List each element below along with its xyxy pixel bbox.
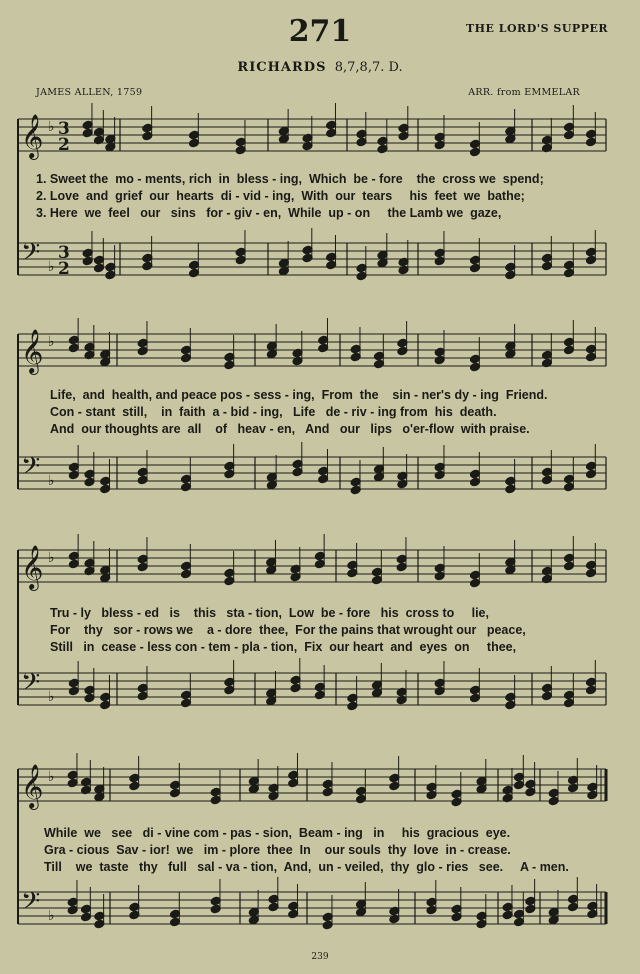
flat-sign: ♭ <box>48 908 55 924</box>
bass-clef: 𝄢 <box>21 668 41 703</box>
lyric-line: 1. Sweet the mo - ments, rich in bless - ing, Which be - fore the cross we spend; <box>36 172 544 186</box>
lyric-line: 3. Here we feel our sins for - giv - en, While up - on the Lamb we gaze, <box>36 206 502 220</box>
section-title: THE LORD'S SUPPER <box>465 22 608 35</box>
flat-sign: ♭ <box>48 259 55 275</box>
treble-clef: 𝄞 <box>21 329 44 373</box>
lyric-line: Tru - ly bless - ed is this sta - tion, Low be - fore his cross to lie, <box>50 606 489 620</box>
treble-clef: 𝄞 <box>21 545 44 589</box>
author-credit: JAMES ALLEN, 1759 <box>36 87 143 98</box>
flat-sign: ♭ <box>48 689 55 705</box>
treble-clef: 𝄞 <box>21 764 44 808</box>
bass-clef: 𝄢 <box>21 452 41 487</box>
lyric-line: Con - stant still, in faith a - bid - ing, Life de - riv - ing from his death. <box>50 405 497 419</box>
time-signature: 2 <box>58 259 70 279</box>
bass-clef: 𝄢 <box>21 238 41 273</box>
bass-clef: 𝄢 <box>21 887 41 922</box>
hymn-number: 271 <box>288 14 352 49</box>
flat-sign: ♭ <box>48 473 55 489</box>
flat-sign: ♭ <box>48 119 55 135</box>
arranger-credit: ARR. from EMMELAR <box>468 87 580 98</box>
tune-name: RICHARDS <box>237 60 327 75</box>
meter: 8,7,8,7. D. <box>334 60 403 75</box>
time-signature: 3 <box>58 243 70 263</box>
time-signature: 3 <box>58 119 70 139</box>
flat-sign: ♭ <box>48 334 55 350</box>
lyric-line: While we see di - vine com - pas - sion, Beam - ing in his gracious eye. <box>44 826 511 840</box>
flat-sign: ♭ <box>48 550 55 566</box>
lyric-line: Gra - cious Sav - ior! we im - plore thee In our souls thy love in - crease. <box>44 843 511 857</box>
lyric-line: 2. Love and grief our hearts di - vid - ing, With our tears his feet we bathe; <box>36 189 525 203</box>
lyric-line: And our thoughts are all of heav - en, And our lips o'er-flow with praise. <box>50 422 530 436</box>
time-signature: 2 <box>58 135 70 155</box>
lyric-line: Still in cease - less con - tem - pla - tion, Fix our heart and eyes on thee, <box>50 640 517 654</box>
lyric-line: For thy sor - rows we a - dore thee, For the pains that wrought our peace, <box>50 623 526 637</box>
lyric-line: Life, and health, and peace pos - sess - ing, From the sin - ner's dy - ing Friend. <box>50 388 548 402</box>
treble-clef: 𝄞 <box>21 114 44 158</box>
page-number: 239 <box>311 952 329 962</box>
lyric-line: Till we taste thy full sal - va - tion, And, un - veiled, thy glo - ries see. A - men. <box>44 860 569 874</box>
flat-sign: ♭ <box>48 769 55 785</box>
